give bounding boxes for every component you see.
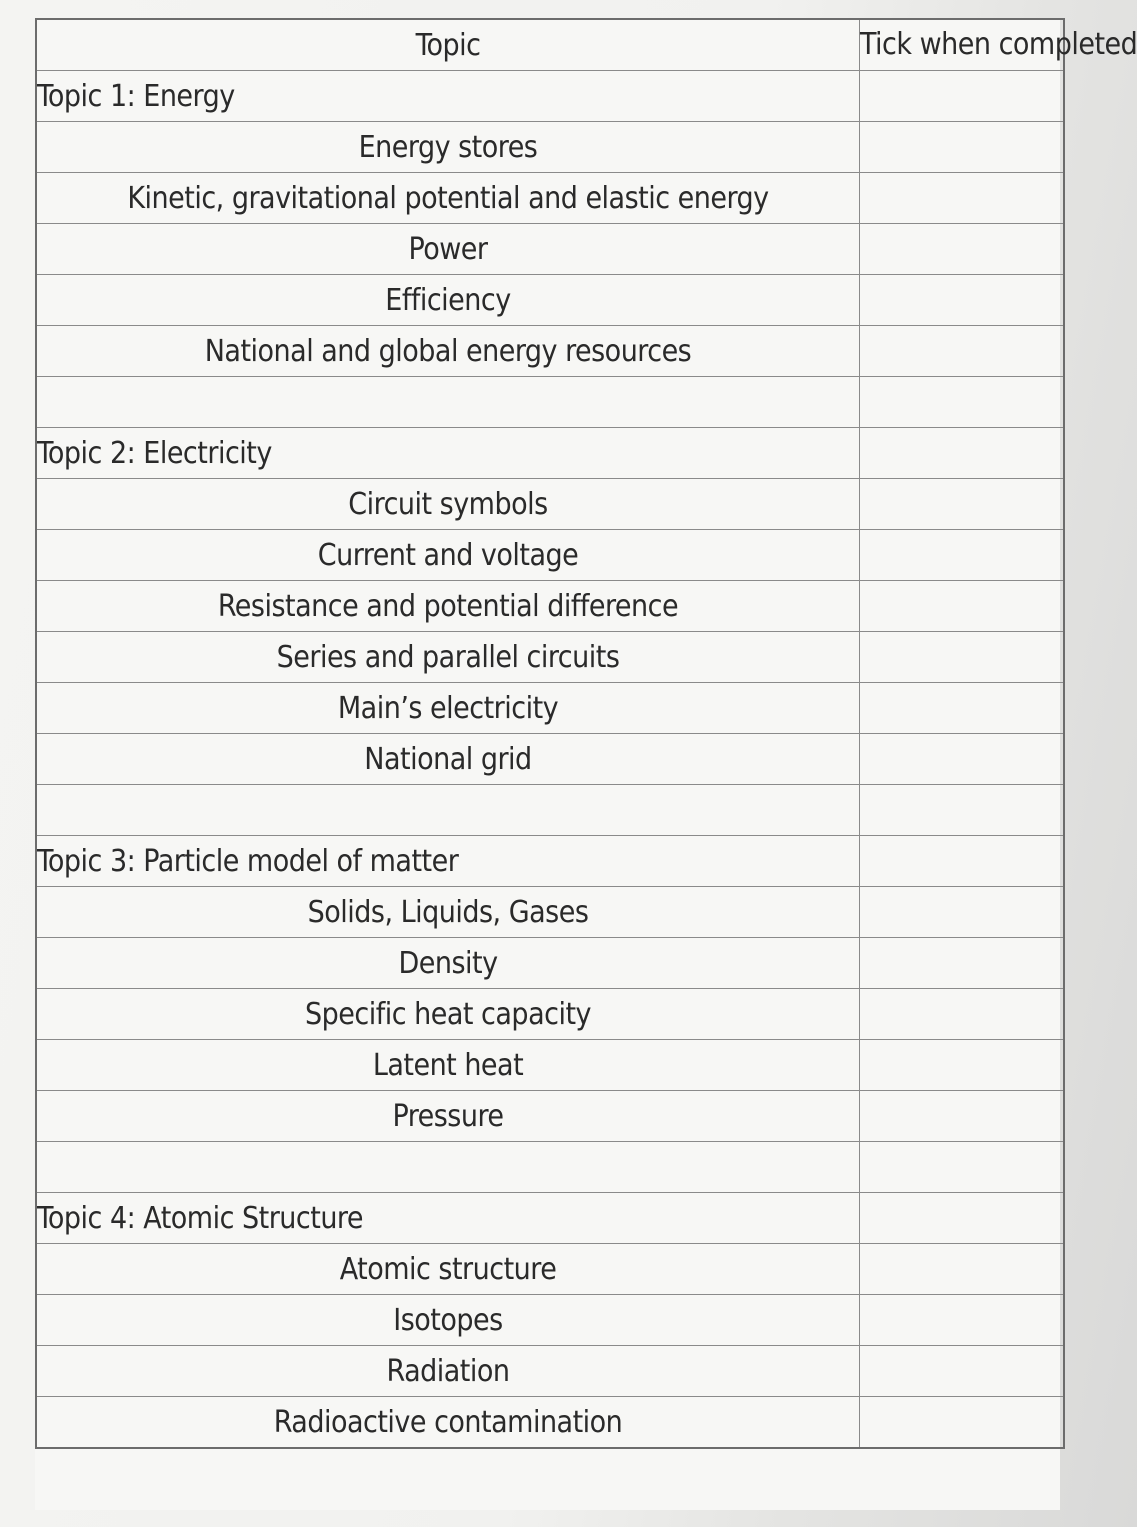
subtopic-row: [36, 887, 1064, 938]
blank-row: [36, 377, 1064, 428]
subtopic-label: Atomic structure: [36, 1244, 860, 1295]
subtopic-label: Isotopes: [36, 1295, 860, 1346]
subtopic-row: [36, 1244, 1064, 1295]
subtopic-label: Energy stores: [36, 122, 860, 173]
tick-cell[interactable]: [860, 581, 1065, 632]
subtopic-row: [36, 581, 1064, 632]
subtopic-label: Efficiency: [36, 275, 860, 326]
topic-heading-label: Topic 3: Particle model of matter: [36, 836, 860, 887]
tick-cell[interactable]: [860, 71, 1065, 122]
tick-cell[interactable]: [860, 938, 1065, 989]
subtopic-label: Power: [36, 224, 860, 275]
header-row: [36, 19, 1064, 71]
topic-heading-label: Topic 2: Electricity: [36, 428, 860, 479]
blank-cell: [36, 1142, 860, 1193]
subtopic-row: [36, 1040, 1064, 1091]
subtopic-label: Radiation: [36, 1346, 860, 1397]
subtopic-label: Main’s electricity: [36, 683, 860, 734]
subtopic-row: [36, 734, 1064, 785]
subtopic-row: [36, 938, 1064, 989]
tick-cell[interactable]: [860, 1091, 1065, 1142]
topic-checklist-table: [35, 18, 1137, 1449]
subtopic-row: [36, 1091, 1064, 1142]
subtopic-label: Circuit symbols: [36, 479, 860, 530]
tick-cell[interactable]: [860, 1193, 1065, 1244]
tick-cell[interactable]: [860, 122, 1065, 173]
tick-cell[interactable]: [860, 326, 1065, 377]
topic-heading-row: [36, 836, 1064, 887]
checklist-body: [36, 71, 1064, 1449]
tick-cell[interactable]: [860, 836, 1065, 887]
subtopic-row: [36, 632, 1064, 683]
tick-cell[interactable]: [860, 1397, 1065, 1449]
blank-row: [36, 785, 1064, 836]
tick-cell[interactable]: [860, 1295, 1065, 1346]
subtopic-label: Radioactive contamination: [36, 1397, 860, 1449]
subtopic-row: [36, 479, 1064, 530]
subtopic-row: [36, 1295, 1064, 1346]
subtopic-row: [36, 530, 1064, 581]
tick-cell[interactable]: [860, 173, 1065, 224]
tick-cell[interactable]: [860, 734, 1065, 785]
subtopic-label: Kinetic, gravitational potential and elastic energy: [36, 173, 860, 224]
subtopic-row: [36, 989, 1064, 1040]
tick-cell[interactable]: [860, 785, 1065, 836]
subtopic-row: [36, 683, 1064, 734]
tick-cell[interactable]: [860, 1346, 1065, 1397]
subtopic-row: [36, 326, 1064, 377]
subtopic-label: Density: [36, 938, 860, 989]
subtopic-row: [36, 1346, 1064, 1397]
subtopic-row: [36, 173, 1064, 224]
subtopic-label: Resistance and potential difference: [36, 581, 860, 632]
tick-cell[interactable]: [860, 683, 1065, 734]
tick-cell[interactable]: [860, 224, 1065, 275]
subtopic-label: Specific heat capacity: [36, 989, 860, 1040]
blank-cell: [36, 377, 860, 428]
blank-row: [36, 1142, 1064, 1193]
tick-cell[interactable]: [860, 479, 1065, 530]
topic-heading-row: [36, 428, 1064, 479]
tick-cell[interactable]: [860, 989, 1065, 1040]
subtopic-label: National and global energy resources: [36, 326, 860, 377]
subtopic-label: Latent heat: [36, 1040, 860, 1091]
topic-heading-row: [36, 1193, 1064, 1244]
topic-heading-label: Topic 1: Energy: [36, 71, 860, 122]
topic-heading-label: Topic 4: Atomic Structure: [36, 1193, 860, 1244]
subtopic-row: [36, 1397, 1064, 1449]
tick-cell[interactable]: [860, 887, 1065, 938]
topic-heading-row: [36, 71, 1064, 122]
subtopic-row: [36, 224, 1064, 275]
tick-cell[interactable]: [860, 530, 1065, 581]
subtopic-label: Series and parallel circuits: [36, 632, 860, 683]
subtopic-row: [36, 275, 1064, 326]
tick-cell[interactable]: [860, 428, 1065, 479]
tick-cell[interactable]: [860, 1142, 1065, 1193]
subtopic-label: Solids, Liquids, Gases: [36, 887, 860, 938]
tick-cell[interactable]: [860, 1244, 1065, 1295]
tick-column-header: Tick when completed: [860, 19, 1065, 71]
tick-cell[interactable]: [860, 632, 1065, 683]
blank-cell: [36, 785, 860, 836]
subtopic-label: Pressure: [36, 1091, 860, 1142]
subtopic-label: National grid: [36, 734, 860, 785]
subtopic-row: [36, 122, 1064, 173]
tick-cell[interactable]: [860, 1040, 1065, 1091]
subtopic-label: Current and voltage: [36, 530, 860, 581]
tick-cell[interactable]: [860, 275, 1065, 326]
tick-cell[interactable]: [860, 377, 1065, 428]
topic-column-header: Topic: [36, 19, 860, 71]
checklist-sheet: [35, 18, 1137, 1510]
